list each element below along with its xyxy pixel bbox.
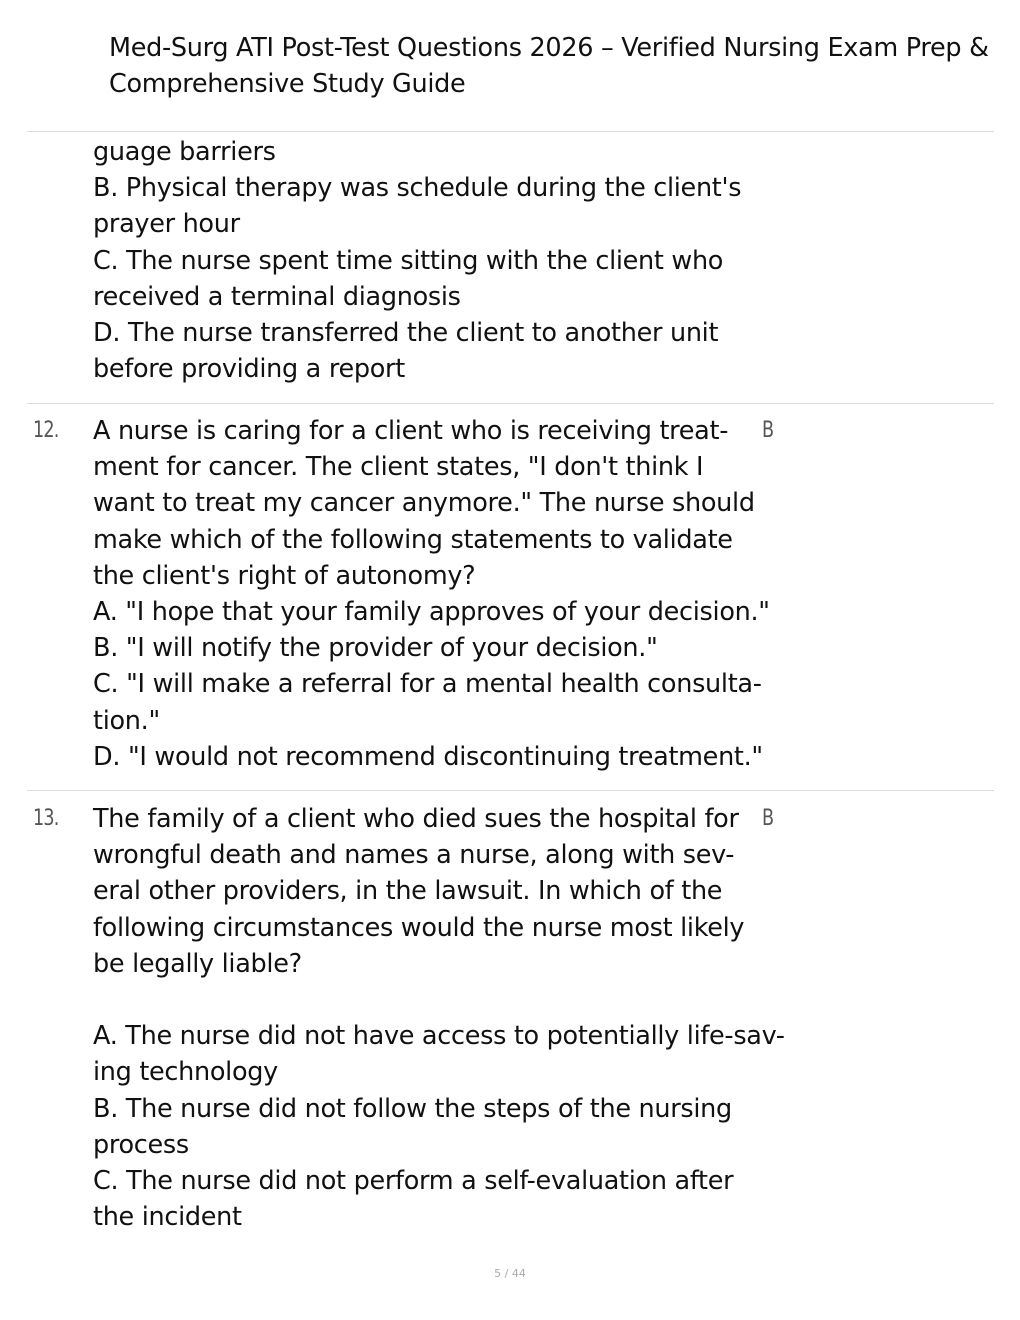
option-line: received a terminal diagnosis bbox=[93, 281, 461, 312]
page-indicator: 5 / 44 bbox=[494, 1267, 526, 1280]
question-line: following circumstances would the nurse most likely bbox=[93, 912, 745, 943]
option-line: ing technology bbox=[93, 1057, 278, 1088]
option-line: B. Physical therapy was schedule during the client's bbox=[93, 173, 742, 204]
question-line: wrongful death and names a nurse, along with sev- bbox=[93, 840, 735, 871]
option-line: before providing a report bbox=[93, 354, 405, 385]
question-13-number: 13. bbox=[33, 806, 59, 831]
question-12-answer: B bbox=[762, 418, 775, 443]
question-line: A nurse is caring for a client who is receiving treat- bbox=[93, 416, 729, 446]
option-line: C. The nurse did not perform a self-evaluation after bbox=[93, 1166, 734, 1197]
question-line: be legally liable? bbox=[93, 948, 302, 979]
question-divider bbox=[27, 403, 994, 404]
header-divider bbox=[27, 131, 994, 132]
question-line: ment for cancer. The client states, "I don't think I bbox=[93, 452, 704, 483]
option-line: A. "I hope that your family approves of your decision." bbox=[93, 597, 770, 628]
question-line: want to treat my cancer anymore." The nurse should bbox=[93, 488, 755, 519]
option-line: C. The nurse spent time sitting with the client who bbox=[93, 245, 724, 276]
document-title-line-2: Comprehensive Study Guide bbox=[109, 69, 466, 99]
option-line: B. The nurse did not follow the steps of the nursing bbox=[93, 1093, 732, 1124]
continued-question-options bbox=[93, 134, 773, 387]
document-title bbox=[109, 30, 1009, 102]
document-title-line-1: Med-Surg ATI Post-Test Questions 2026 – Verified Nursing Exam Prep & bbox=[109, 33, 989, 63]
question-line: make which of the following statements to validate bbox=[93, 524, 733, 555]
blank-line bbox=[93, 982, 773, 1018]
question-line: eral other providers, in the lawsuit. In which of the bbox=[93, 876, 723, 907]
option-line: D. The nurse transferred the client to another unit bbox=[93, 318, 719, 349]
question-line: The family of a client who died sues the hospital for bbox=[93, 804, 739, 834]
option-line: guage barriers bbox=[93, 137, 276, 167]
question-divider bbox=[27, 790, 994, 791]
option-line: A. The nurse did not have access to potentially life-sav- bbox=[93, 1021, 785, 1052]
question-13-answer: B bbox=[762, 806, 775, 831]
question-12-number: 12. bbox=[33, 418, 59, 443]
question-13-text bbox=[93, 801, 785, 1235]
option-line: C. "I will make a referral for a mental health consulta- bbox=[93, 669, 762, 700]
question-12-text bbox=[93, 413, 773, 775]
option-line: D. "I would not recommend discontinuing treatment." bbox=[93, 741, 763, 772]
option-line: B. "I will notify the provider of your decision." bbox=[93, 633, 658, 664]
option-line: the incident bbox=[93, 1202, 242, 1233]
question-line: the client's right of autonomy? bbox=[93, 560, 476, 591]
option-line: tion." bbox=[93, 705, 160, 736]
option-line: process bbox=[93, 1129, 189, 1160]
option-line: prayer hour bbox=[93, 209, 240, 240]
